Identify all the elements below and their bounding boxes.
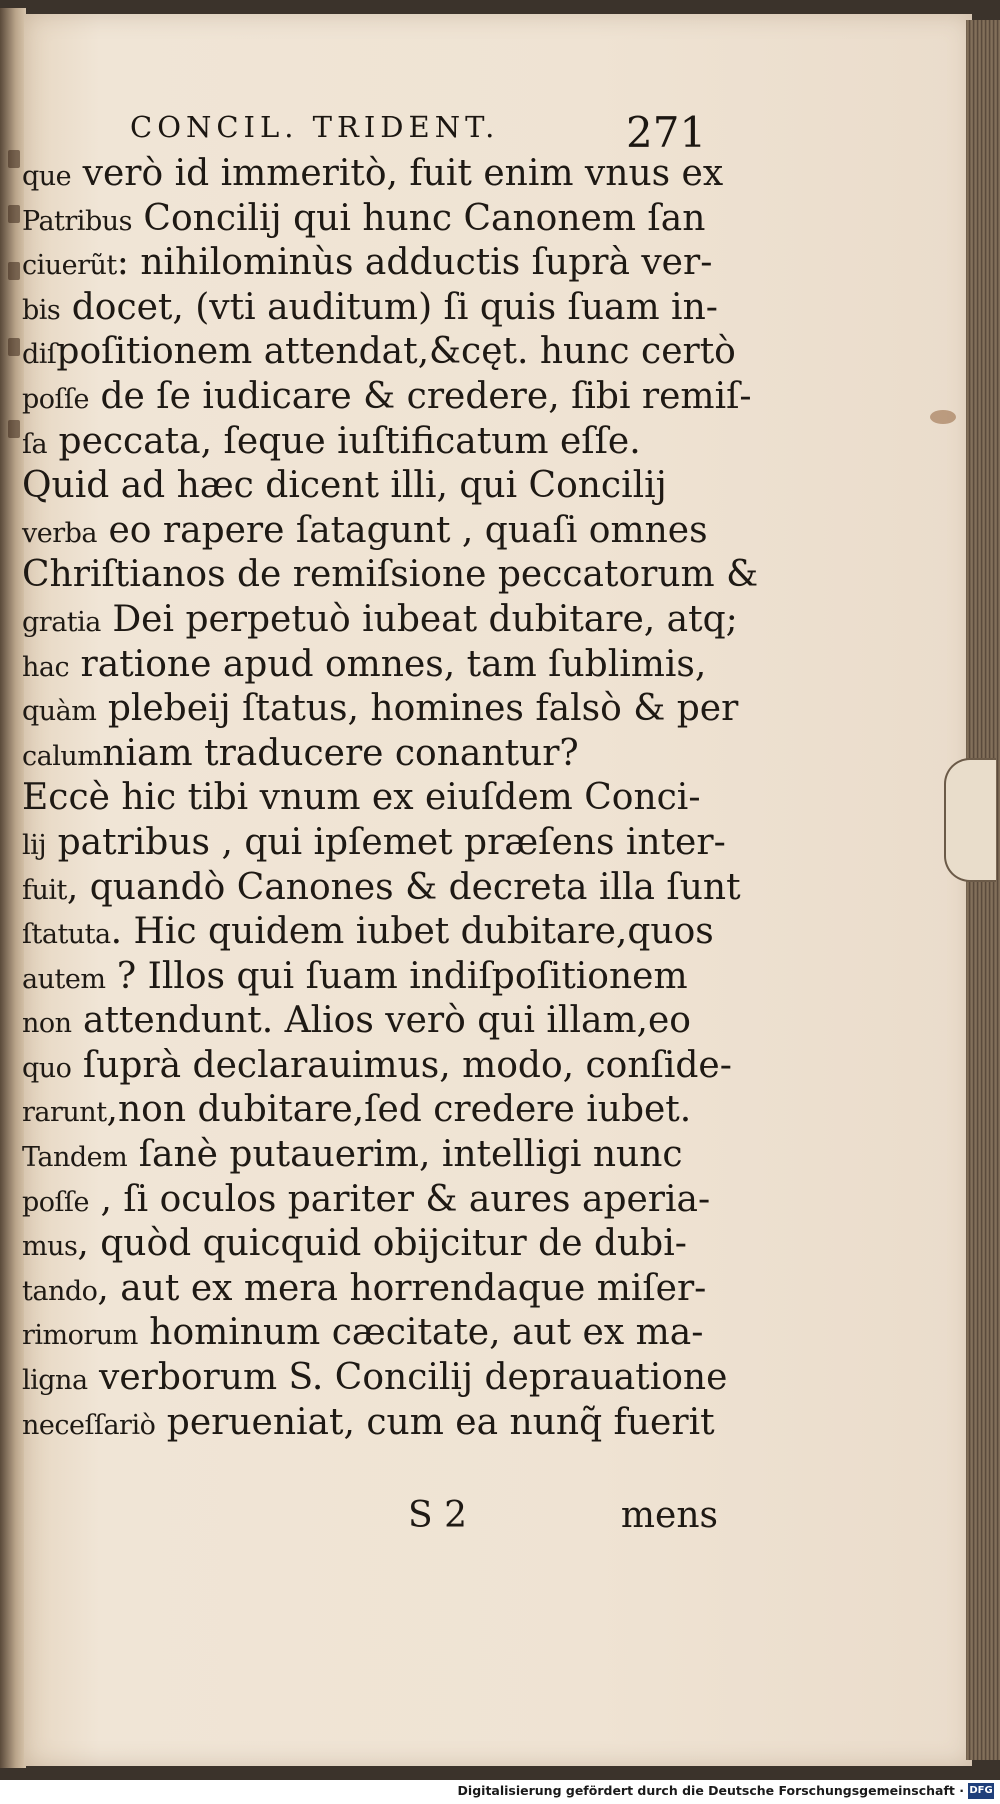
- text-line: [22, 464, 722, 509]
- dfg-logo-icon: DFG: [968, 1783, 994, 1799]
- line-start-word: que: [22, 161, 72, 192]
- gutter-mark: [8, 338, 20, 356]
- line-start-word: Tandem: [22, 1142, 128, 1174]
- line-start-word: rimorum: [22, 1320, 138, 1352]
- line-text: attendunt. Alios verò qui illam,eo: [71, 1000, 691, 1042]
- line-text: Dei perpetuò iubeat dubitare, atq;: [100, 598, 738, 640]
- line-start-word: autem: [22, 963, 106, 995]
- line-text: peccata, ſeque iuſtificatum eſſe.: [47, 420, 641, 462]
- line-text: docet, (vti auditum) ſi quis ſuam in-: [60, 286, 718, 328]
- fore-edge: [966, 20, 1000, 1760]
- text-line: [22, 241, 722, 286]
- text-line: [22, 643, 722, 688]
- text-line: [22, 509, 722, 554]
- line-start-word: poſſe: [22, 383, 90, 415]
- line-text: niam traducere conantur?: [102, 732, 579, 774]
- text-line: [22, 598, 738, 643]
- line-start-word: diſ: [22, 339, 57, 371]
- text-line: [22, 1267, 722, 1312]
- line-start-word: ciuerũt: [22, 250, 117, 282]
- line-text: eo rapere ſatagunt , quaſi omnes: [97, 509, 708, 551]
- text-line: [22, 1088, 722, 1133]
- text-line: [22, 1356, 728, 1401]
- line-start-word: bis: [22, 294, 61, 326]
- credit-bar: [0, 1780, 1000, 1804]
- line-start-word: calum: [22, 740, 103, 772]
- line-start-word: Patribus: [22, 205, 132, 237]
- gutter-mark: [8, 420, 20, 438]
- line-text: ? Illos qui ſuam indiſpoſitionem: [105, 955, 688, 997]
- line-text: plebeij ſtatus, homines falsò & per: [96, 688, 739, 730]
- line-text: patribus , qui ipſemet præſens inter-: [46, 821, 726, 863]
- line-text: Eccè hic tibi vnum ex eiuſdem Conci-: [22, 777, 701, 819]
- line-text: , quandò Canones & decreta illa ſunt: [66, 866, 741, 908]
- line-start-word: non: [22, 1008, 72, 1040]
- text-line: [22, 286, 722, 331]
- line-text: Quid ad hæc dicent illi, qui Concilij: [22, 465, 667, 507]
- line-text: de ſe iudicare & credere, ſibi remiſ-: [89, 375, 752, 417]
- page-footer: [22, 1495, 722, 1539]
- text-line: [22, 776, 722, 821]
- line-start-word: quo: [22, 1052, 72, 1084]
- line-text: , ſi oculos pariter & aures aperia-: [89, 1178, 711, 1220]
- line-text: verborum S. Concilij deprauatione: [87, 1357, 728, 1399]
- line-text: , aut ex mera horrendaque miſer-: [97, 1267, 707, 1309]
- text-line: [22, 330, 736, 375]
- text-line: [22, 420, 722, 465]
- gutter-mark: [8, 205, 20, 223]
- text-line: [22, 732, 722, 777]
- text-line: [22, 1401, 722, 1446]
- text-line: [22, 955, 722, 1000]
- running-title: CONCIL. TRIDENT.: [130, 110, 500, 144]
- line-start-word: ſa: [22, 428, 48, 460]
- text-line: [22, 999, 722, 1044]
- text-line: [22, 1178, 722, 1223]
- line-text: Concilij qui hunc Canonem ſan: [131, 197, 706, 239]
- text-line: [22, 1311, 722, 1356]
- line-text: perueniat, cum ea nunq̃ fuerit: [155, 1401, 715, 1443]
- line-start-word: quàm: [22, 696, 97, 728]
- text-line: [22, 866, 741, 911]
- line-start-word: hac: [22, 651, 70, 683]
- text-line: [22, 1133, 722, 1178]
- line-start-word: fuit: [22, 874, 67, 906]
- line-text: hominum cæcitate, aut ex ma-: [137, 1312, 704, 1354]
- catchword: mens: [620, 1495, 718, 1536]
- line-start-word: lij: [22, 829, 47, 861]
- line-text: , quòd quicquid obijcitur de dubi-: [77, 1223, 687, 1265]
- line-start-word: mus: [22, 1231, 78, 1263]
- line-text: : nihilominùs adductis ſuprà ver-: [116, 242, 713, 284]
- line-start-word: ſtatuta: [22, 919, 111, 951]
- gutter-mark: [8, 262, 20, 280]
- body-text: [22, 152, 759, 1445]
- text-line: [22, 1222, 722, 1267]
- line-text: ratione apud omnes, tam ſublimis,: [69, 643, 707, 685]
- line-start-word: verba: [22, 517, 98, 549]
- signature-mark: S 2: [408, 1495, 468, 1536]
- text-line: [22, 687, 739, 732]
- text-line: [22, 821, 726, 866]
- line-text: poſitionem attendat,&cęt. hunc certò: [56, 331, 736, 373]
- text-line: [22, 910, 722, 955]
- text-line: [22, 152, 722, 197]
- text-line: [22, 375, 752, 420]
- line-text: ,non dubitare,ſed credere iubet.: [106, 1089, 692, 1131]
- line-start-word: ligna: [22, 1365, 88, 1397]
- line-text: ſanè putauerim, intelligi nunc: [127, 1134, 683, 1176]
- gutter-mark: [8, 150, 20, 168]
- text-line: [22, 553, 759, 598]
- line-start-word: gratia: [22, 606, 101, 638]
- paper-stain: [930, 410, 956, 424]
- bookmark-tab: [944, 758, 996, 882]
- line-text: . Hic quidem iubet dubitare,quos: [110, 911, 714, 953]
- line-text: ſuprà declarauimus, modo, conſide-: [71, 1044, 732, 1086]
- line-start-word: rarunt: [22, 1097, 107, 1129]
- funding-credit: Digitalisierung gefördert durch die Deutsche Forschungsgemeinschaft ·: [457, 1783, 964, 1798]
- text-line: [22, 197, 722, 242]
- text-line: [22, 1044, 732, 1089]
- page-number: 271: [626, 108, 707, 157]
- line-start-word: poſſe: [22, 1186, 90, 1218]
- line-text: Chriſtianos de remiſsione peccatorum &: [22, 554, 759, 596]
- line-text: verò id immeritò, fuit enim vnus ex: [71, 153, 724, 194]
- line-start-word: tando: [22, 1275, 98, 1307]
- line-start-word: neceſſariò: [22, 1409, 156, 1441]
